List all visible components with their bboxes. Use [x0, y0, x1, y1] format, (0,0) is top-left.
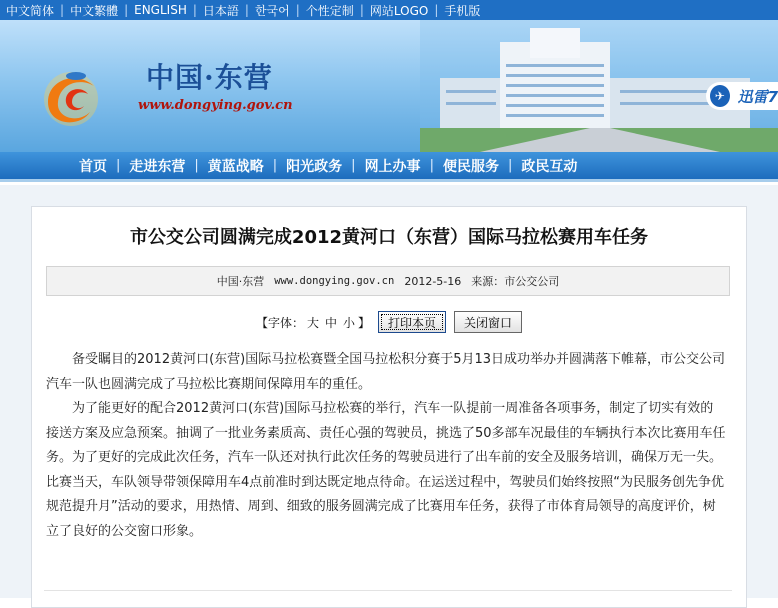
close-window-button[interactable]: 关闭窗口 — [454, 311, 522, 333]
xunlei-label: 迅雷7 — [737, 87, 778, 106]
article-tools — [32, 310, 746, 334]
nav-about-dongying[interactable]: 走进东营 — [129, 158, 186, 175]
lang-traditional-chinese[interactable]: 中文繁體 — [70, 3, 119, 18]
separator: | — [434, 3, 439, 17]
separator: | — [272, 158, 278, 173]
divider — [44, 590, 732, 591]
site-logo-link[interactable]: 网站LOGO — [369, 3, 429, 18]
site-url: www.dongying.gov.cn — [138, 98, 293, 113]
separator: | — [116, 158, 121, 173]
separator: | — [507, 158, 513, 173]
separator: | — [351, 158, 356, 173]
font-size-label: 【字体： — [255, 315, 304, 330]
separator: | — [124, 3, 129, 17]
separator: | — [194, 158, 199, 173]
article-body — [46, 348, 726, 544]
site-name: 中国·东营 — [146, 61, 273, 94]
separator: | — [429, 158, 434, 173]
bird-icon: ✈ — [710, 85, 730, 107]
font-size-large[interactable]: 大 — [306, 315, 319, 330]
nav-government-affairs[interactable]: 阳光政务 — [286, 158, 343, 175]
lang-japanese[interactable]: 日本語 — [202, 3, 239, 18]
article-title: 市公交公司圆满完成2012黄河口（东营）国际马拉松赛用车任务 — [129, 227, 649, 248]
article-meta — [46, 266, 730, 296]
nav-interaction[interactable]: 政民互动 — [521, 158, 578, 175]
lang-english[interactable]: ENGLISH — [134, 3, 187, 17]
meta-site: 中国·东营 — [216, 275, 265, 288]
personalize-link[interactable]: 个性定制 — [305, 3, 354, 18]
font-size-medium[interactable]: 中 — [324, 315, 337, 330]
nav-public-services[interactable]: 便民服务 — [442, 158, 499, 175]
meta-source: 来源：市公交公司 — [471, 275, 560, 288]
article-panel — [31, 206, 747, 608]
header-banner — [0, 20, 778, 152]
lang-simplified-chinese[interactable]: 中文简体 — [6, 3, 55, 18]
separator: | — [192, 3, 197, 17]
dongying-logo-icon — [36, 62, 106, 132]
article-paragraph: 为了能更好的配合2012黄河口(东营)国际马拉松赛的举行，汽车一队提前一周准备各项事务，制定了切实有效的接送方案及应急预案。抽调了一批业务素质高、责任心强的驾驶员，挑选了50多部车况最佳的车辆执行本次比赛用车任务。为了更好的完成此次任务，汽车一队还对执行此次任务的驾驶员进行了出车前的安全及服务培训，确保万无一失。比赛当天，车队领导带领保障用车4点前准时到达既定地点待命。在运送过程中，驾驶员们始终按照“为民服务创先争优规范提升月”活动的要求，用热情、周到、细致的服务圆满完成了比赛用车任务，获得了市体育局领导的高度评价，树立了良好的公交窗口形象。 — [46, 401, 726, 539]
article-paragraph: 备受瞩目的2012黄河口(东营)国际马拉松赛暨全国马拉松积分赛于5月13日成功举办并圆满落下帷幕，市公交公司汽车一队也圆满完成了马拉松比赛期间保障用车的重任。 — [46, 352, 726, 392]
nav-online-services[interactable]: 网上办事 — [364, 158, 421, 175]
separator: | — [244, 3, 249, 17]
separator: | — [60, 3, 65, 17]
print-button[interactable]: 打印本页 — [378, 311, 446, 333]
lang-korean[interactable]: 한국어 — [254, 3, 290, 18]
nav-home[interactable]: 首页 — [79, 158, 107, 175]
meta-date: 2012-5-16 — [404, 274, 462, 288]
language-bar — [0, 0, 778, 20]
mobile-version-link[interactable]: 手机版 — [444, 3, 481, 18]
separator: | — [295, 3, 300, 17]
font-size-small[interactable]: 小 — [342, 315, 355, 330]
separator: | — [359, 3, 364, 17]
nav-strategy[interactable]: 黄蓝战略 — [207, 158, 264, 175]
main-nav — [0, 152, 778, 182]
xunlei-download-badge[interactable] — [706, 82, 778, 110]
font-size-close: 】 — [358, 315, 371, 330]
meta-url: www.dongying.gov.cn — [274, 275, 395, 287]
